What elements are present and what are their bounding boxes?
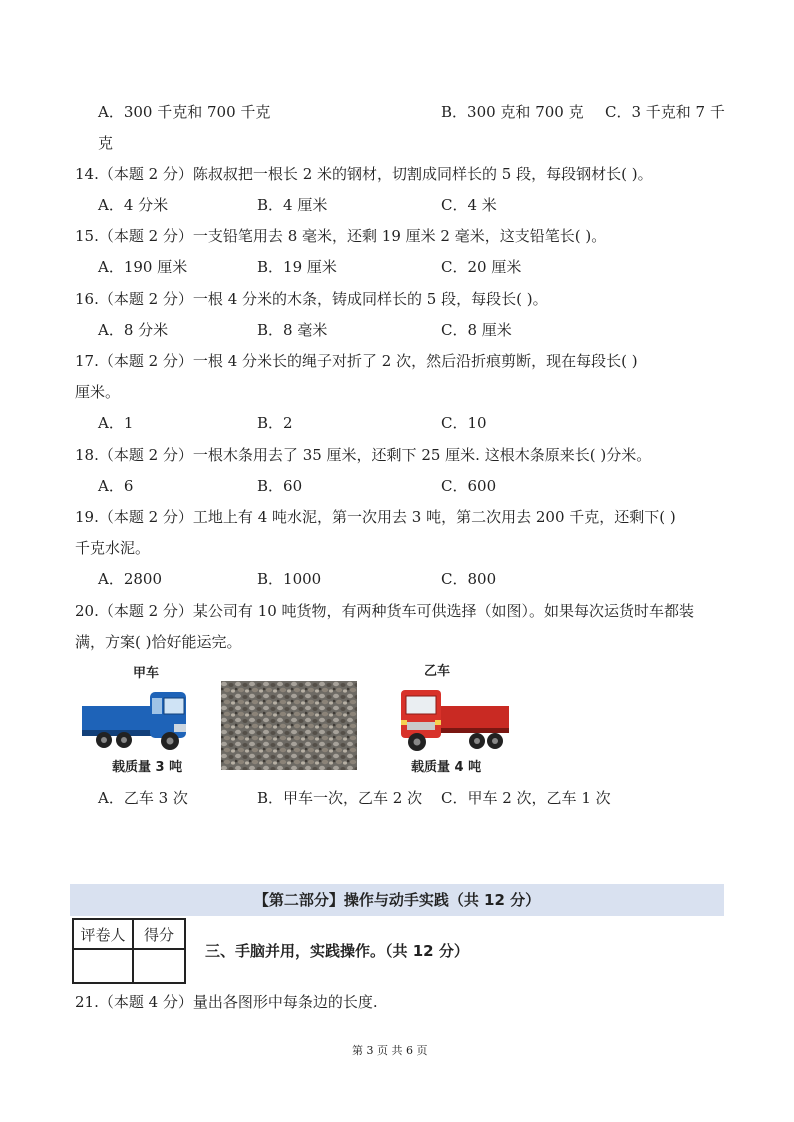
q18-option-a: A．6 xyxy=(98,477,134,495)
q13-option-b: B．300 克和 700 克 xyxy=(441,103,584,121)
q15-option-c: C．20 厘米 xyxy=(441,258,522,276)
truck1-capacity: 载质量 3 吨 xyxy=(112,760,183,775)
gravel-image xyxy=(221,681,357,770)
truck1-name: 甲车 xyxy=(133,666,160,681)
q20-option-b: B．甲车一次，乙车 2 次 xyxy=(257,789,423,807)
score-table xyxy=(72,918,186,984)
truck2-capacity: 载质量 4 吨 xyxy=(411,760,482,775)
q20-option-a: A．乙车 3 次 xyxy=(98,789,188,807)
q13-option-a: A．300 千克和 700 千克 xyxy=(98,103,271,121)
q19-stem-continued: 千克水泥。 xyxy=(75,539,151,557)
section3-title: 三、手脑并用，实践操作。（共 12 分） xyxy=(205,942,469,960)
q19-option-b: B．1000 xyxy=(257,570,322,588)
truck2-name: 乙车 xyxy=(424,664,451,679)
q13-option-c-continued: 克 xyxy=(98,134,114,152)
q16-stem: 16.（本题 2 分）一根 4 分米的木条，铸成同样长的 5 段，每段长( )。 xyxy=(75,290,548,308)
score-table-score-cell xyxy=(133,949,185,983)
q16-option-b: B．8 毫米 xyxy=(257,321,328,339)
q17-option-a: A．1 xyxy=(98,414,134,432)
q21-stem: 21.（本题 4 分）量出各图形中每条边的长度. xyxy=(75,993,378,1011)
q19-option-a: A．2800 xyxy=(98,570,163,588)
q13-option-c: C．3 千克和 7 千 xyxy=(605,103,725,121)
q16-option-c: C．8 厘米 xyxy=(441,321,512,339)
q15-option-b: B．19 厘米 xyxy=(257,258,337,276)
q15-option-a: A．190 厘米 xyxy=(98,258,188,276)
q17-stem-continued: 厘米。 xyxy=(75,383,121,401)
q17-option-c: C．10 xyxy=(441,414,487,432)
q14-option-a: A．4 分米 xyxy=(98,196,169,214)
q15-stem: 15.（本题 2 分）一支铅笔用去 8 毫米，还剩 19 厘米 2 毫米，这支铅笔长( )。 xyxy=(75,227,607,245)
q18-option-c: C．600 xyxy=(441,477,497,495)
score-table-header-score: 得分 xyxy=(133,919,185,949)
score-table-grader-cell xyxy=(73,949,133,983)
q18-stem: 18.（本题 2 分）一根木条用去了 35 厘米，还剩下 25 厘米. 这根木条原来长( )分米。 xyxy=(75,446,652,464)
score-table-header-grader: 评卷人 xyxy=(73,919,133,949)
q14-option-b: B．4 厘米 xyxy=(257,196,328,214)
q17-stem: 17.（本题 2 分）一根 4 分米长的绳子对折了 2 次，然后沿折痕剪断，现在每段长( ) xyxy=(75,352,638,370)
q14-stem: 14.（本题 2 分）陈叔叔把一根长 2 米的钢材，切割成同样长的 5 段，每段钢材长( )。 xyxy=(75,165,653,183)
q20-stem: 20.（本题 2 分）某公司有 10 吨货物，有两种货车可供选择（如图）。如果每次运货时车都装 xyxy=(75,602,695,620)
q20-option-c: C．甲车 2 次，乙车 1 次 xyxy=(441,789,611,807)
q14-option-c: C．4 米 xyxy=(441,196,497,214)
q17-option-b: B．2 xyxy=(257,414,293,432)
q16-option-a: A．8 分米 xyxy=(98,321,169,339)
red-truck-image xyxy=(397,684,513,756)
part2-banner: 【第二部分】操作与动手实践（共 12 分） xyxy=(70,884,724,916)
q19-option-c: C．800 xyxy=(441,570,497,588)
q18-option-b: B．60 xyxy=(257,477,303,495)
blue-truck-image xyxy=(80,684,192,756)
q19-stem: 19.（本题 2 分）工地上有 4 吨水泥，第一次用去 3 吨，第二次用去 200 千克，还剩下( ) xyxy=(75,508,676,526)
page-footer: 第 3 页 共 6 页 xyxy=(352,1044,428,1057)
q20-stem-continued: 满，方案( )恰好能运完。 xyxy=(75,633,242,651)
